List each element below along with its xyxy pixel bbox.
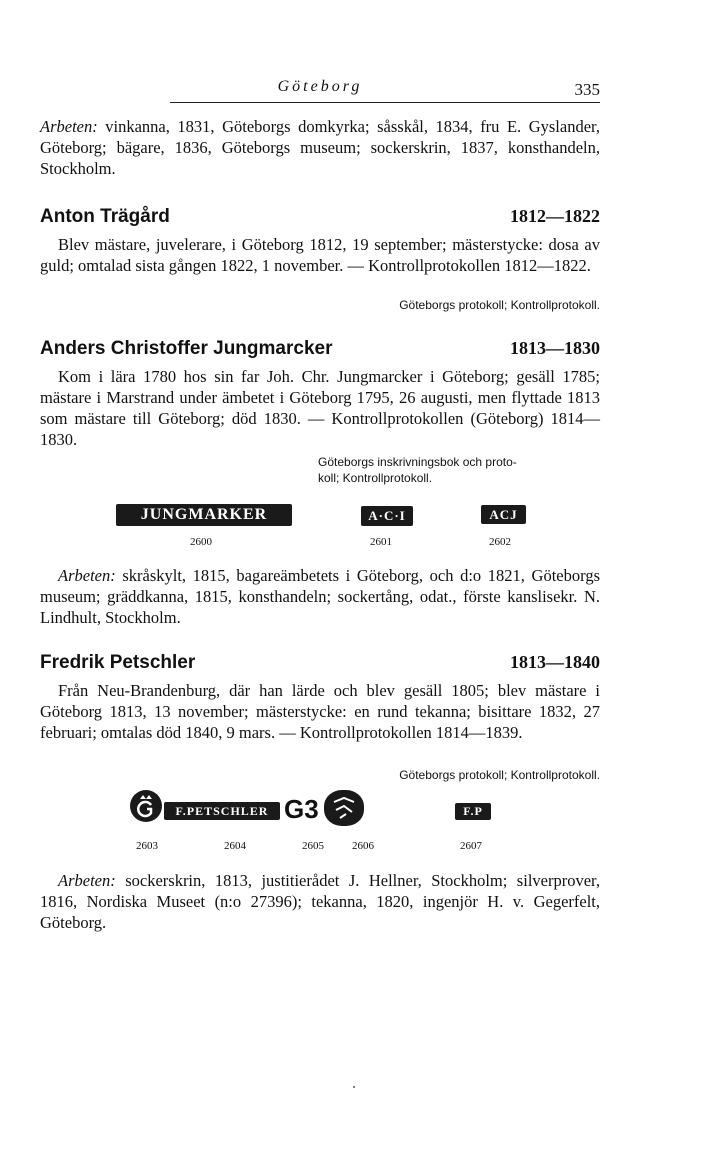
entry-years: 1812—1822 bbox=[510, 206, 600, 226]
running-header bbox=[40, 78, 600, 102]
works-paragraph bbox=[40, 565, 600, 628]
hallmark-number: 2604 bbox=[224, 840, 246, 852]
entry-body: Från Neu-Brandenburg, där han lärde och blev gesäll 1805; blev mästare i Göteborg 1813, 13 november; mästerstycke: en rund tekanna; bisittare 1832, 27 februari; omtalas död 1840, 9 mars. — Kontrollprotokollen 1814—1839. bbox=[40, 681, 600, 742]
hallmark-number: 2602 bbox=[489, 536, 511, 548]
hallmark-number: 2601 bbox=[370, 536, 392, 548]
entry-source: Göteborgs protokoll; Kontrollprotokoll. bbox=[399, 768, 600, 782]
hallmark-2604: F.PETSCHLER bbox=[164, 802, 280, 820]
hallmark-number: 2605 bbox=[302, 840, 324, 852]
town-emblem-icon bbox=[324, 790, 364, 826]
hallmark-2607: F.P bbox=[455, 803, 491, 820]
hallmark-2605: G3 bbox=[284, 794, 319, 824]
hallmark-number: 2606 bbox=[352, 840, 374, 852]
entry-heading bbox=[40, 338, 600, 362]
works-paragraph bbox=[40, 870, 600, 933]
works-label: Arbeten: bbox=[58, 566, 116, 585]
entry-years: 1813—1840 bbox=[510, 652, 600, 672]
works-text: vinkanna, 1831, Göteborgs domkyrka; såsskål, 1834, fru E. Gyslander, Göteborg; bägare, 1836, Göteborgs museum; sockerskrin, 1837, konsthandeln, Stockholm. bbox=[40, 117, 600, 178]
entry-body: Kom i lära 1780 hos sin far Joh. Chr. Jungmarcker i Göteborg; gesäll 1785; mästare i Marstrand under ämbetet i Göteborg 1795, 26 augusti, men flyttade 1813 som mästare till Göteborg; död 1830. — Kontrollprotokollen (Göteborg) 1814—1830. bbox=[40, 367, 600, 449]
entry-years: 1813—1830 bbox=[510, 338, 600, 358]
page-speck bbox=[353, 1086, 355, 1088]
entry-source: Göteborgs protokoll; Kontrollprotokoll. bbox=[399, 298, 600, 312]
entry-name: Fredrik Petschler bbox=[40, 652, 196, 673]
hallmark-number: 2607 bbox=[460, 840, 482, 852]
hallmark-number: 2600 bbox=[190, 536, 212, 548]
hallmark-2600: JUNGMARKER bbox=[116, 504, 292, 526]
entry-heading bbox=[40, 206, 600, 230]
works-label: Arbeten: bbox=[58, 871, 116, 890]
entry-heading bbox=[40, 652, 600, 676]
entry-source bbox=[318, 454, 517, 486]
hallmark-2602: ACJ bbox=[481, 505, 526, 524]
works-label: Arbeten: bbox=[40, 117, 98, 136]
page-number: 335 bbox=[574, 80, 600, 99]
entry-name: Anders Christoffer Jungmarcker bbox=[40, 338, 333, 359]
running-title: Göteborg bbox=[277, 78, 363, 95]
header-rule bbox=[170, 102, 600, 103]
crowned-g-icon bbox=[130, 790, 162, 822]
entry-source-line: koll; Kontrollprotokoll. bbox=[318, 471, 433, 485]
works-text: skråskylt, 1815, bagareämbetets i Göteborg, och d:o 1821, Göteborgs museum; gräddkanna, 1815, konsthandeln; sockertång, odat., förste kanslisekr. N. Lindhult, Stockholm. bbox=[40, 566, 600, 627]
entry-body: Blev mästare, juvelerare, i Göteborg 1812, 19 september; mästerstycke: dosa av guld; omtalad sista gången 1822, 1 november. — Kontrollprotokollen 1812—1822. bbox=[40, 235, 600, 275]
works-text: sockerskrin, 1813, justitierådet J. Hellner, Stockholm; silverprover, 1816, Nordiska Museet (n:o 27396); tekanna, 1820, ingenjör H. v. Gegerfelt, Göteborg. bbox=[40, 871, 600, 932]
intro-works-paragraph bbox=[40, 116, 600, 179]
entry-name: Anton Trägård bbox=[40, 206, 170, 227]
hallmark-2606-emblem bbox=[324, 790, 364, 826]
hallmark-2603-crowned-g bbox=[130, 790, 162, 822]
hallmark-number: 2603 bbox=[136, 840, 158, 852]
hallmark-2601: A·C·I bbox=[361, 506, 413, 526]
entry-source-line: Göteborgs inskrivningsbok och proto- bbox=[318, 455, 517, 469]
